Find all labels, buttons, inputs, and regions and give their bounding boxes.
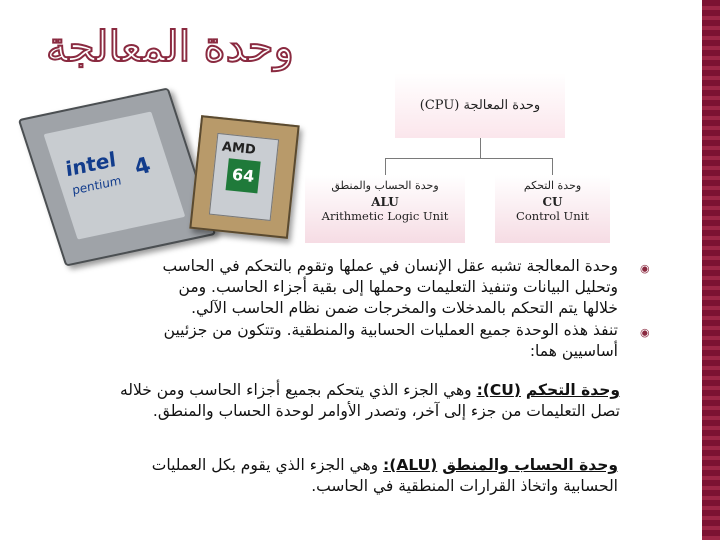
alu-desc-2: الحسابية واتخاذ القرارات المنطقية في الحاسب. xyxy=(311,477,618,495)
connector-left-drop xyxy=(385,158,386,175)
amd-chip-image xyxy=(189,115,299,239)
paragraph-alu xyxy=(8,455,618,497)
paragraph-cpu-intro-line-1: وحدة المعالجة تشبه عقل الإنسان في عملها وتقوم بالتحكم في الحاسب xyxy=(162,257,618,275)
paragraph-components-line-2: أساسيين هما: xyxy=(529,342,618,360)
cpu-images xyxy=(30,60,300,240)
intel-model-text: pentium xyxy=(70,173,124,198)
intel-number-text: 4 xyxy=(131,153,155,181)
paragraph-cpu-intro-line-2: وتحليل البيانات وتنفيذ التعليمات وحملها إلى بقية أجزاء الحاسب. ومن xyxy=(178,278,618,296)
paragraph-control-unit xyxy=(0,380,620,422)
connector-horizontal xyxy=(385,158,553,159)
bullet-icon-1: ◉ xyxy=(640,262,650,275)
control-unit-desc-2: تصل التعليمات من جزء إلى آخر، وتصدر الأوامر لوحدة الحساب والمنطق. xyxy=(152,402,620,420)
connector-vertical-top xyxy=(480,138,481,158)
control-unit-abbr: (CU): xyxy=(476,381,521,399)
paragraph-components-line-1: تنفذ هذه الوحدة جميع العمليات الحسابية والمنطقية. وتتكون من جزئيين xyxy=(163,321,618,339)
cu-node xyxy=(495,175,610,243)
amd-64-badge: 64 xyxy=(226,158,261,193)
alu-abbr-label: ALU xyxy=(371,195,399,209)
intel-pentium-chip-image xyxy=(18,87,216,266)
cpu-org-chart xyxy=(300,65,670,250)
alu-node xyxy=(305,175,465,243)
control-unit-term: وحدة التحكم xyxy=(525,381,620,399)
cpu-node-label: وحدة المعالجة (CPU) xyxy=(419,98,541,113)
decorative-edge-strip xyxy=(702,0,720,540)
alu-arabic-label: وحدة الحساب والمنطق xyxy=(331,179,439,192)
paragraph-components-intro xyxy=(8,320,618,362)
alu-desc-1: وهي الجزء الذي يقوم بكل العمليات xyxy=(151,456,384,474)
paragraph-cpu-intro xyxy=(8,256,618,319)
cu-full-label: Control Unit xyxy=(516,209,589,223)
bullet-icon-2: ◉ xyxy=(640,326,650,339)
amd-logo-text: AMD xyxy=(221,139,257,158)
cu-arabic-label: وحدة التحكم xyxy=(523,179,582,192)
paragraph-cpu-intro-line-3: خلالها يتم التحكم بالمدخلات والمخرجات ضمن نظام الحاسب الآلي. xyxy=(191,299,618,317)
cpu-node xyxy=(395,73,565,138)
intel-logo-text: intel xyxy=(61,147,120,182)
cu-abbr-label: CU xyxy=(542,195,563,209)
control-unit-desc-1: وهي الجزء الذي يتحكم بجميع أجزاء الحاسب ومن خلاله xyxy=(119,381,477,399)
edge-pattern xyxy=(702,0,720,540)
alu-abbr: (ALU): xyxy=(383,456,438,474)
slide-title: وحدة المعالجة xyxy=(46,22,294,71)
connector-right-drop xyxy=(552,158,553,175)
alu-full-label: Arithmetic Logic Unit xyxy=(321,209,449,223)
alu-term: وحدة الحساب والمنطق xyxy=(442,456,618,474)
